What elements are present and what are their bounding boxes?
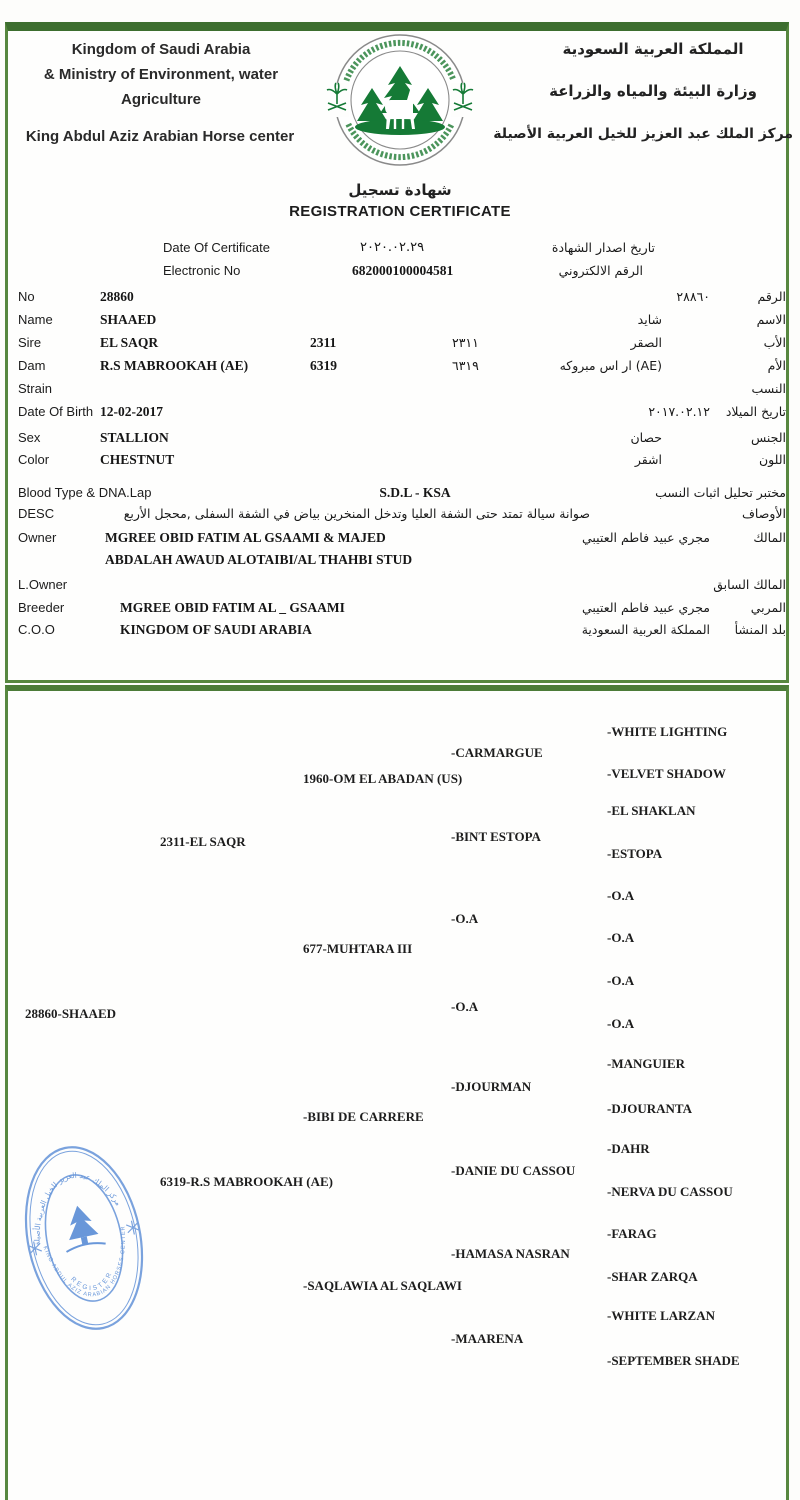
field-value: MGREE OBID FATIM AL GSAAMI & MAJED [105, 530, 386, 545]
pedigree-node: -O.A [451, 911, 479, 926]
row-no [0, 289, 800, 309]
field-value: EL SAQR [100, 335, 159, 350]
ministry-seal-icon [325, 28, 475, 180]
field-value: ٢٠٢٠.٠٢.٢٩ [360, 240, 425, 255]
field-number: 6319 [310, 358, 337, 373]
field-value: 682000100004581 [352, 263, 454, 278]
field-value: ABDALAH AWAUD ALOTAIBI/AL THAHBI STUD [105, 552, 413, 567]
pedigree-node: -SEPTEMBER SHADE [607, 1353, 740, 1368]
pedigree-node: -DJOURANTA [607, 1101, 692, 1116]
field-label-ar: تاريخ اصدار الشهادة [551, 240, 655, 255]
field-value-ar: صوانة سيالة تمتد حتى الشفة العليا وتدخل المنخرين بياض في الشفة السفلى ,محجل الأربع [123, 506, 590, 521]
field-value-ar: اشقر [634, 452, 662, 467]
row-country-of-origin [0, 622, 800, 642]
stamp-arc-text-top: مركز الملك عبد العزيز للخيل العربية الأصيلة [32, 1170, 123, 1246]
header-left-en [22, 37, 300, 112]
field-label: No [18, 289, 35, 304]
field-value: 12-02-2017 [100, 404, 163, 419]
pedigree-node: -O.A [607, 973, 635, 988]
header-right-ar-1: المملكة العربية السعودية [562, 40, 744, 58]
stamp-register-text: REGISTER [69, 1269, 115, 1293]
pedigree-node: 677-MUHTARA III [303, 941, 413, 956]
field-label: Sire [18, 335, 42, 350]
pedigree-node: 2311-EL SAQR [160, 834, 246, 849]
header-line: & Ministry of Environment, water [43, 66, 279, 83]
field-label-ar: الأم [767, 358, 786, 373]
pedigree-node: -EL SHAKLAN [607, 803, 696, 818]
stamp-arc-text-bottom: KING ABDUL AZIZ ARABIAN HORSES CENTER [41, 1225, 128, 1299]
field-value-ar: (AE) ار اس مبروكه [559, 358, 662, 373]
certificate-title-ar: شهادة تسجيل [348, 181, 452, 199]
field-label-ar: الرقم [757, 289, 786, 304]
row-dam [0, 358, 800, 378]
field-label: Color [18, 452, 50, 467]
field-label-ar: اللون [758, 452, 786, 467]
row-breeder [0, 600, 800, 620]
field-value-ar: الصقر [630, 335, 662, 350]
row-blood-type [0, 485, 800, 505]
row-owner-line2 [0, 552, 800, 572]
row-name [0, 312, 800, 332]
field-label-ar: المربي [750, 600, 786, 615]
field-value-ar: ٢٨٨٦٠ [676, 289, 710, 304]
header-line: Agriculture [120, 91, 201, 108]
pedigree-node: -O.A [607, 888, 635, 903]
row-strain [0, 381, 800, 401]
field-value: SHAAED [100, 312, 157, 327]
field-value-ar: المملكة العربية السعودية [581, 622, 710, 637]
pedigree-node: -DANIE DU CASSOU [451, 1163, 576, 1178]
pedigree-node: -FARAG [607, 1226, 657, 1241]
pedigree-node: -BIBI DE CARRERE [303, 1109, 424, 1124]
field-value: MGREE OBID FATIM AL _ GSAAMI [120, 600, 345, 615]
field-label-ar: المالك السابق [713, 577, 786, 592]
row-color [0, 452, 800, 472]
pedigree-node: -O.A [451, 999, 479, 1014]
field-label-ar: تاريخ الميلاد [725, 404, 786, 419]
field-label: Strain [18, 381, 52, 396]
header-center-name-en: King Abdul Aziz Arabian Horse center [25, 128, 295, 145]
certificate-title-en: REGISTRATION CERTIFICATE [289, 203, 511, 220]
field-value: 28860 [100, 289, 134, 304]
field-value: R.S MABROOKAH (AE) [100, 358, 249, 373]
pedigree-node: -VELVET SHADOW [607, 766, 726, 781]
field-label: Name [18, 312, 53, 327]
field-value: KINGDOM OF SAUDI ARABIA [120, 622, 312, 637]
pedigree-node: -HAMASA NASRAN [451, 1246, 570, 1261]
row-date-of-certificate [0, 240, 800, 260]
field-label-ar: المالك [753, 530, 786, 545]
field-label-ar: الرقم الالكتروني [558, 263, 643, 278]
field-value-ar: مجري عبيد فاطم العتيبي [581, 600, 710, 615]
registry-stamp-icon [14, 1133, 164, 1343]
pedigree-node: -O.A [607, 930, 635, 945]
field-number-ar: ٢٣١١ [452, 335, 479, 350]
pedigree-node: -SHAR ZARQA [607, 1269, 698, 1284]
row-sire [0, 335, 800, 355]
field-number-ar: ٦٣١٩ [452, 358, 479, 373]
field-label: Date Of Birth [18, 404, 94, 419]
pedigree-node: -O.A [607, 1016, 635, 1031]
row-date-of-birth [0, 404, 800, 424]
field-value-ar: مجري عبيد فاطم العتيبي [581, 530, 710, 545]
header-right-ar-3: مركز الملك عبد العزيز للخيل العربية الأصيلة [493, 126, 793, 142]
pedigree-node: -DAHR [607, 1141, 650, 1156]
pedigree-node: -DJOURMAN [451, 1079, 532, 1094]
field-label: L.Owner [18, 577, 68, 592]
pedigree-node: -MAARENA [451, 1331, 524, 1346]
stamp-tree-icon [62, 1203, 98, 1241]
field-label-ar: الجنس [750, 430, 786, 445]
field-value-ar: حصان [630, 430, 662, 445]
pedigree-node: 6319-R.S MABROOKAH (AE) [160, 1174, 333, 1189]
pedigree-node: -WHITE LIGHTING [607, 724, 728, 739]
header-line: Kingdom of Saudi Arabia [71, 41, 251, 58]
field-label-ar: بلد المنشأ [734, 622, 786, 637]
field-label-ar: الأب [763, 335, 786, 350]
pedigree-node: 1960-OM EL ABADAN (US) [303, 771, 463, 786]
field-value-ar: شايد [637, 312, 662, 327]
field-label: Blood Type & DNA.Lap [18, 485, 152, 500]
row-owner [0, 530, 800, 550]
field-label-ar: الاسم [756, 312, 786, 327]
field-label: Breeder [18, 600, 65, 615]
header-right-ar-2: وزارة البيئة والمياه والزراعة [549, 82, 757, 100]
field-number: 2311 [310, 335, 337, 350]
pedigree-node: -NERVA DU CASSOU [607, 1184, 733, 1199]
svg-text:KING ABDUL AZIZ ARABIAN HORSES [40, 1224, 139, 1307]
row-sex [0, 430, 800, 450]
row-previous-owner [0, 577, 800, 597]
field-value-ar: ٢٠١٧.٠٢.١٢ [648, 404, 710, 419]
field-label: DESC [18, 506, 55, 521]
pedigree-node: -BINT ESTOPA [451, 829, 541, 844]
field-value: CHESTNUT [100, 452, 175, 467]
pedigree-node: -SAQLAWIA AL SAQLAWI [303, 1278, 462, 1293]
pedigree-node: -WHITE LARZAN [607, 1308, 715, 1323]
field-label: C.O.O [18, 622, 55, 637]
field-label-ar: النسب [751, 381, 786, 396]
field-label-ar: الأوصاف [741, 506, 786, 521]
field-label: Sex [18, 430, 41, 445]
pedigree-node: -ESTOPA [607, 846, 663, 861]
field-value: STALLION [100, 430, 169, 445]
field-label: Date Of Certificate [163, 240, 270, 255]
pedigree-node: -CARMARGUE [451, 745, 543, 760]
field-value: S.D.L - KSA [379, 485, 451, 500]
row-electronic-no [0, 263, 800, 283]
field-label-ar: مختبر تحليل اثبات النسب [655, 485, 786, 500]
field-label: Electronic No [163, 263, 241, 278]
field-label: Dam [18, 358, 46, 373]
pedigree-node: 28860-SHAAED [25, 1006, 117, 1021]
field-label: Owner [18, 530, 57, 545]
pedigree-node: -MANGUIER [607, 1056, 685, 1071]
row-desc [0, 506, 800, 526]
